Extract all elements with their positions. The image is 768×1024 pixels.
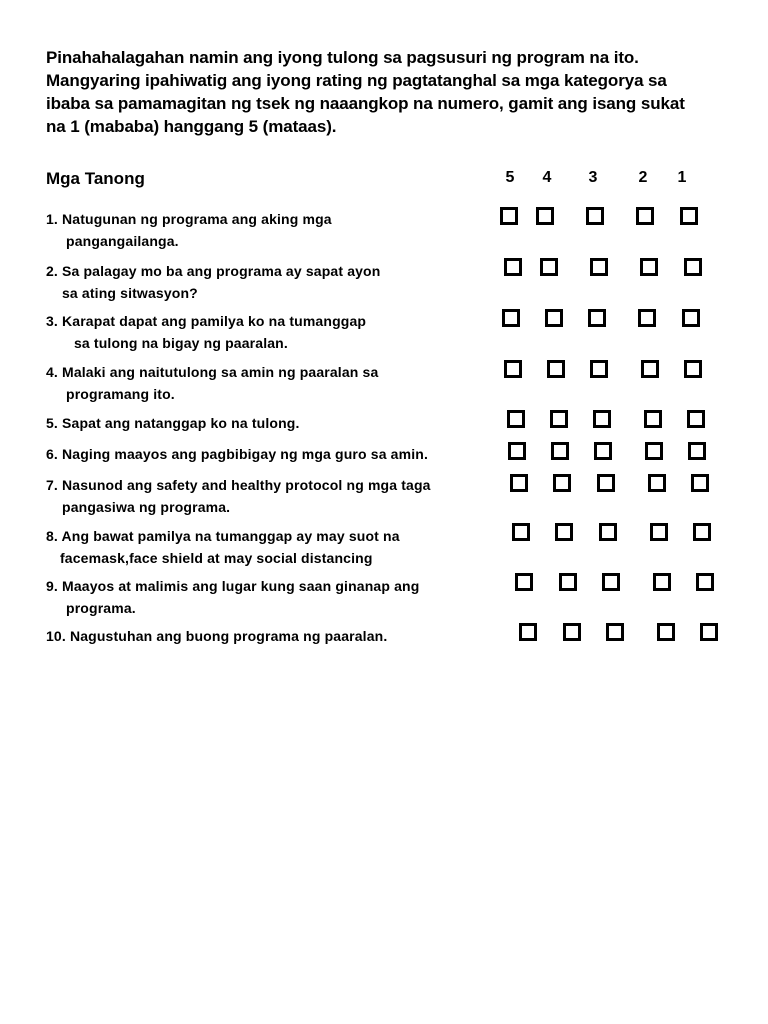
question-4: [46, 361, 378, 405]
instructions-line: na 1 (mababa) hanggang 5 (mataas).: [46, 117, 337, 136]
question-text: 6. Naging maayos ang pagbibigay ng mga guro sa amin.: [46, 446, 428, 462]
question-8: [46, 525, 400, 569]
question-text-continued: programa.: [66, 600, 136, 616]
instructions-line: Pinahahalagahan namin ang iyong tulong sa pagsusuri ng program na ito.: [46, 48, 639, 67]
q7-rating-5-checkbox[interactable]: [510, 474, 528, 492]
q9-rating-5-checkbox[interactable]: [515, 573, 533, 591]
q3-rating-3-checkbox[interactable]: [588, 309, 606, 327]
q1-rating-2-checkbox[interactable]: [636, 207, 654, 225]
question-text-continued: sa ating sitwasyon?: [62, 285, 198, 301]
q10-rating-1-checkbox[interactable]: [700, 623, 718, 641]
q2-rating-2-checkbox[interactable]: [640, 258, 658, 276]
q3-rating-1-checkbox[interactable]: [682, 309, 700, 327]
q3-rating-4-checkbox[interactable]: [545, 309, 563, 327]
question-text: 4. Malaki ang naitutulong sa amin ng paaralan sa: [46, 364, 379, 380]
q5-rating-5-checkbox[interactable]: [507, 410, 525, 428]
question-3: [46, 310, 366, 354]
q5-rating-2-checkbox[interactable]: [644, 410, 662, 428]
q2-rating-1-checkbox[interactable]: [684, 258, 702, 276]
q7-rating-2-checkbox[interactable]: [648, 474, 666, 492]
question-text: 7. Nasunod ang safety and healthy protocol ng mga taga: [46, 477, 431, 493]
question-text: 5. Sapat ang natanggap ko na tulong.: [46, 415, 300, 431]
question-1: [46, 208, 332, 252]
q10-rating-4-checkbox[interactable]: [563, 623, 581, 641]
instructions-line: Mangyaring ipahiwatig ang iyong rating ng pagtatanghal sa mga kategorya sa: [46, 71, 667, 90]
question-text: 2. Sa palagay mo ba ang programa ay sapat ayon: [46, 263, 381, 279]
q8-rating-5-checkbox[interactable]: [512, 523, 530, 541]
q1-rating-1-checkbox[interactable]: [680, 207, 698, 225]
q9-rating-4-checkbox[interactable]: [559, 573, 577, 591]
question-text-continued: pangangailanga.: [66, 233, 179, 249]
q1-rating-3-checkbox[interactable]: [586, 207, 604, 225]
q8-rating-2-checkbox[interactable]: [650, 523, 668, 541]
q9-rating-2-checkbox[interactable]: [653, 573, 671, 591]
q8-rating-4-checkbox[interactable]: [555, 523, 573, 541]
question-text: 8. Ang bawat pamilya na tumanggap ay may suot na: [46, 528, 400, 544]
q8-rating-3-checkbox[interactable]: [599, 523, 617, 541]
q3-rating-2-checkbox[interactable]: [638, 309, 656, 327]
question-text: 9. Maayos at malimis ang lugar kung saan ginanap ang: [46, 578, 420, 594]
scale-label-1: 1: [677, 169, 687, 186]
q7-rating-1-checkbox[interactable]: [691, 474, 709, 492]
q2-rating-3-checkbox[interactable]: [590, 258, 608, 276]
question-text: 10. Nagustuhan ang buong programa ng paaralan.: [46, 628, 388, 644]
q7-rating-3-checkbox[interactable]: [597, 474, 615, 492]
question-7: [46, 474, 431, 518]
instructions-line: ibaba sa pamamagitan ng tsek ng naaangkop na numero, gamit ang isang sukat: [46, 94, 685, 113]
q10-rating-2-checkbox[interactable]: [657, 623, 675, 641]
q5-rating-4-checkbox[interactable]: [550, 410, 568, 428]
question-6: [46, 443, 428, 465]
scale-label-2: 2: [638, 169, 648, 186]
q3-rating-5-checkbox[interactable]: [502, 309, 520, 327]
q10-rating-5-checkbox[interactable]: [519, 623, 537, 641]
question-text-continued: pangasiwa ng programa.: [62, 499, 231, 515]
q9-rating-1-checkbox[interactable]: [696, 573, 714, 591]
q5-rating-3-checkbox[interactable]: [593, 410, 611, 428]
q5-rating-1-checkbox[interactable]: [687, 410, 705, 428]
q7-rating-4-checkbox[interactable]: [553, 474, 571, 492]
q8-rating-1-checkbox[interactable]: [693, 523, 711, 541]
q6-rating-4-checkbox[interactable]: [551, 442, 569, 460]
scale-label-3: 3: [588, 169, 598, 186]
q2-rating-5-checkbox[interactable]: [504, 258, 522, 276]
question-text-continued: sa tulong na bigay ng paaralan.: [74, 335, 288, 351]
q6-rating-2-checkbox[interactable]: [645, 442, 663, 460]
q6-rating-5-checkbox[interactable]: [508, 442, 526, 460]
question-5: [46, 412, 300, 434]
question-text: 1. Natugunan ng programa ang aking mga: [46, 211, 332, 227]
instructions-paragraph: [46, 46, 746, 138]
scale-label-5: 5: [505, 169, 515, 186]
scale-label-4: 4: [542, 169, 552, 186]
q4-rating-2-checkbox[interactable]: [641, 360, 659, 378]
question-text-continued: programang ito.: [66, 386, 175, 402]
q4-rating-1-checkbox[interactable]: [684, 360, 702, 378]
question-2: [46, 260, 380, 304]
q1-rating-5-checkbox[interactable]: [500, 207, 518, 225]
q6-rating-3-checkbox[interactable]: [594, 442, 612, 460]
q6-rating-1-checkbox[interactable]: [688, 442, 706, 460]
question-9: [46, 575, 419, 619]
question-text-continued: facemask,face shield at may social distancing: [60, 550, 373, 566]
q4-rating-5-checkbox[interactable]: [504, 360, 522, 378]
question-10: [46, 625, 387, 647]
q4-rating-3-checkbox[interactable]: [590, 360, 608, 378]
questions-heading: Mga Tanong: [46, 169, 145, 188]
q2-rating-4-checkbox[interactable]: [540, 258, 558, 276]
q10-rating-3-checkbox[interactable]: [606, 623, 624, 641]
q1-rating-4-checkbox[interactable]: [536, 207, 554, 225]
q4-rating-4-checkbox[interactable]: [547, 360, 565, 378]
q9-rating-3-checkbox[interactable]: [602, 573, 620, 591]
question-text: 3. Karapat dapat ang pamilya ko na tumanggap: [46, 313, 367, 329]
